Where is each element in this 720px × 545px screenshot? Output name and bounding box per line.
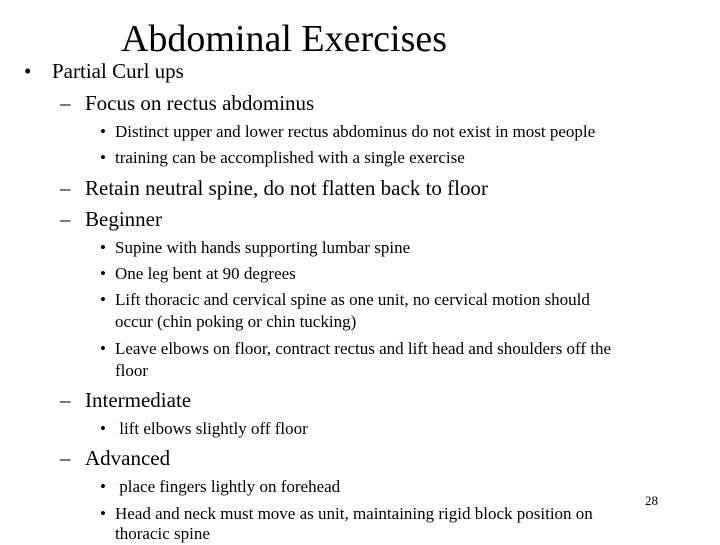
dash-marker: – xyxy=(60,388,71,412)
sub-bullet-text: training can be accomplished with a single exercise xyxy=(115,148,465,167)
dash-marker: – xyxy=(60,207,71,231)
subitem-text: Focus on rectus abdominus xyxy=(85,91,315,115)
subitem-text: Beginner xyxy=(85,207,162,231)
sub-bullet-marker: • xyxy=(100,238,106,257)
sub-bullet-text: Leave elbows on floor, contract rectus and lift head and shoulders off the xyxy=(115,339,612,358)
sub-bullet-text: lift elbows slightly off floor xyxy=(115,419,308,438)
sub-bullet-text: Lift thoracic and cervical spine as one unit, no cervical motion should xyxy=(115,290,590,309)
dash-marker: – xyxy=(60,176,71,200)
sub-bullet-text: Head and neck must move as unit, maintaining rigid block position on xyxy=(115,504,593,523)
page-number: 28 xyxy=(645,493,658,508)
sub-bullet-marker: • xyxy=(100,122,106,141)
sub-bullet-marker: • xyxy=(100,504,106,523)
sub-bullet-marker: • xyxy=(100,339,106,358)
dash-marker: – xyxy=(60,91,71,115)
sub-bullet-text: place fingers lightly on forehead xyxy=(115,477,341,496)
bullet-text: Partial Curl ups xyxy=(52,59,184,83)
subitem-text: Retain neutral spine, do not flatten back to floor xyxy=(85,176,488,200)
sub-bullet-text-continuation: thoracic spine xyxy=(115,524,210,543)
sub-bullet-marker: • xyxy=(100,477,106,496)
bullet-item xyxy=(24,58,31,84)
sub-bullet-marker: • xyxy=(100,264,106,283)
sub-bullet-marker: • xyxy=(100,419,106,438)
sub-bullet-marker: • xyxy=(100,290,106,309)
sub-bullet-text-continuation: occur (chin poking or chin tucking) xyxy=(115,312,357,331)
dash-marker: – xyxy=(60,446,71,470)
sub-bullet-text-continuation: floor xyxy=(115,361,149,380)
sub-bullet-text: One leg bent at 90 degrees xyxy=(115,264,296,283)
sub-bullet-text: Distinct upper and lower rectus abdominus do not exist in most people xyxy=(115,122,596,141)
bullet-marker: • xyxy=(24,59,32,83)
sub-bullet-marker: • xyxy=(100,148,106,167)
subitem-text: Advanced xyxy=(85,446,171,470)
subitem-text: Intermediate xyxy=(85,388,192,412)
slide-title: Abdominal Exercises xyxy=(120,18,448,60)
sub-bullet-text: Supine with hands supporting lumbar spine xyxy=(115,238,411,257)
